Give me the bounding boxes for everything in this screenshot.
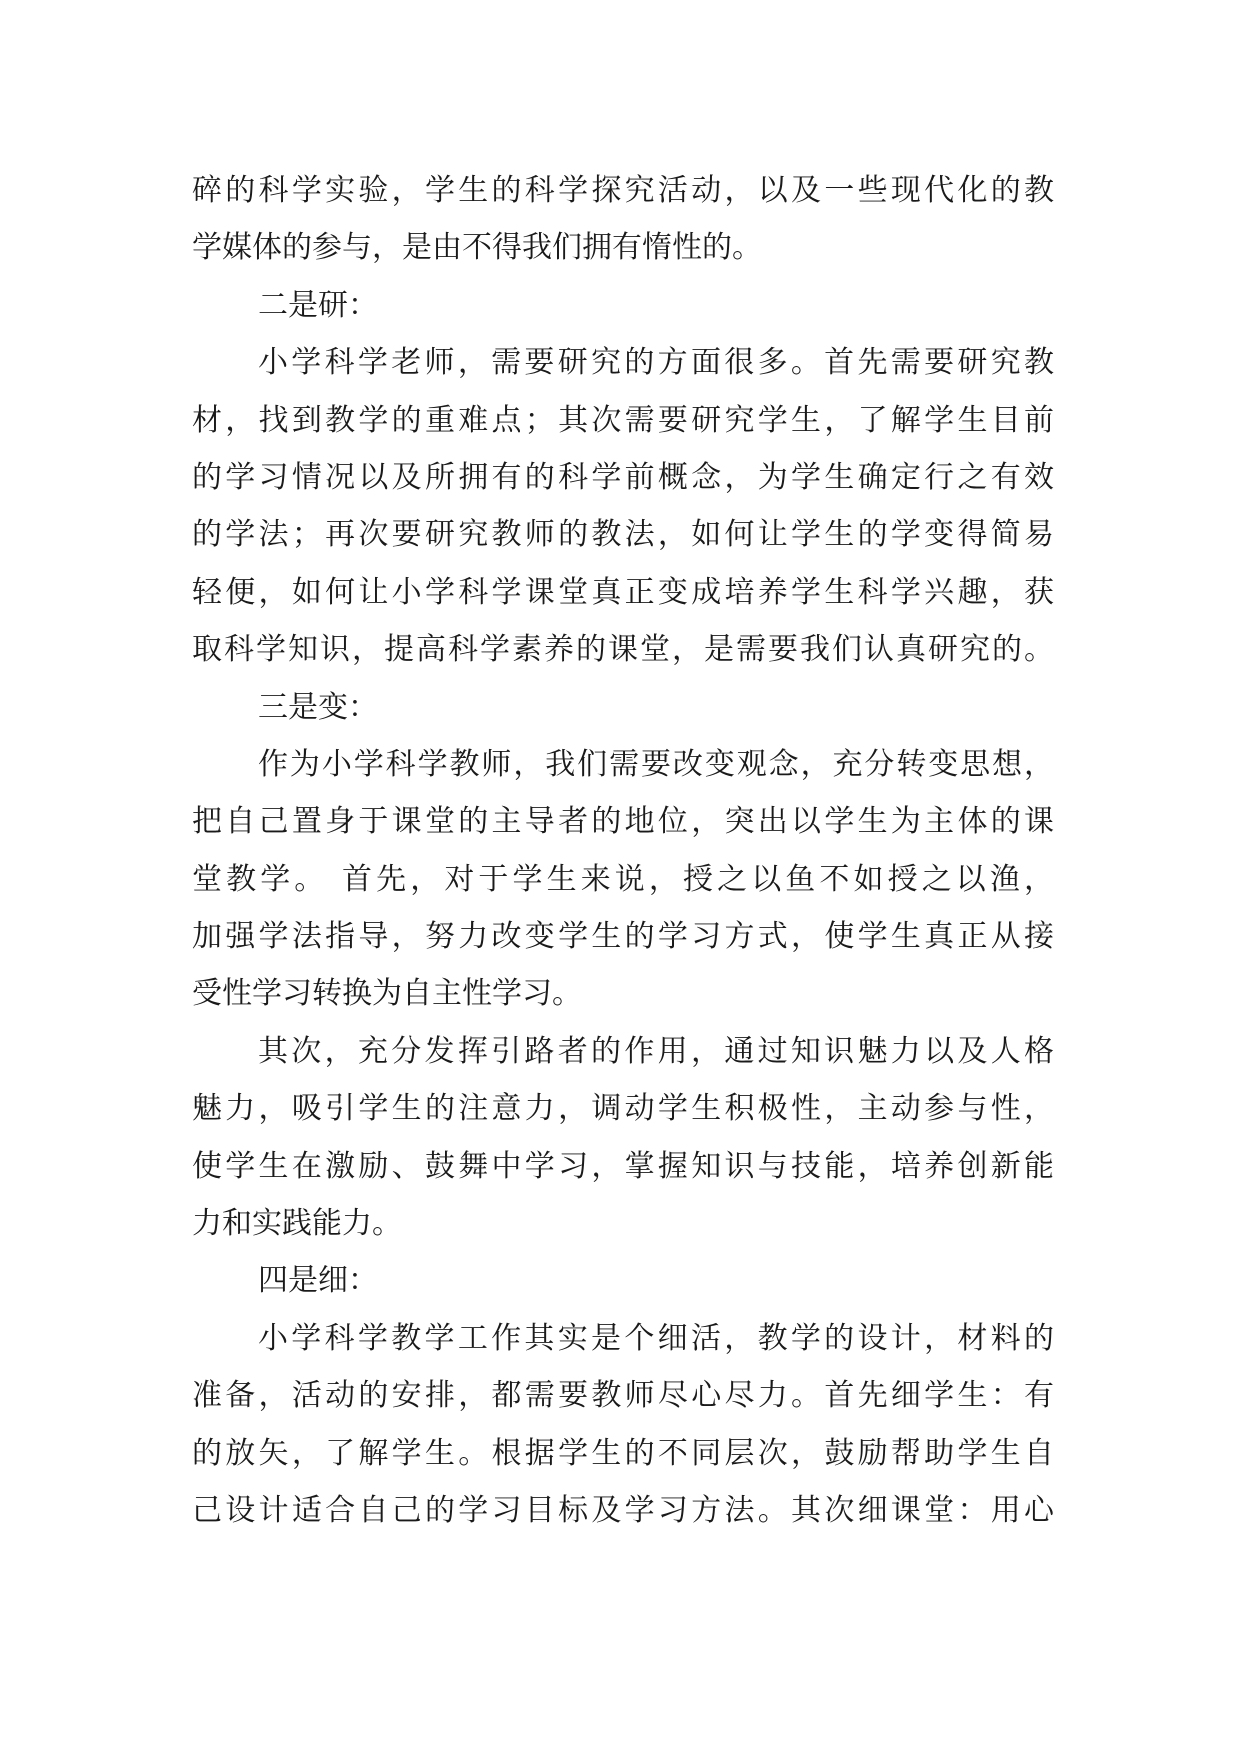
text-line: 的放矢，了解学生。根据学生的不同层次，鼓励帮助学生自 [192,1435,1054,1471]
text-line: 四是细： [258,1263,378,1299]
text-line: 材，找到教学的重难点；其次需要研究学生，了解学生目前 [192,402,1054,438]
text-line: 其次，充分发挥引路者的作用，通过知识魅力以及人格 [258,1033,1054,1069]
text-line: 受性学习转换为自主性学习。 [192,976,582,1012]
text-line: 轻便，如何让小学科学课堂真正变成培养学生科学兴趣，获 [192,574,1054,610]
text-line: 加强学法指导，努力改变学生的学习方式，使学生真正从接 [192,919,1054,955]
text-line: 小学科学老师，需要研究的方面很多。首先需要研究教 [258,345,1054,381]
text-line: 碎的科学实验，学生的科学探究活动，以及一些现代化的教 [192,173,1054,208]
text-line: 作为小学科学教师，我们需要改变观念，充分转变思想， [258,746,1054,782]
text-line: 力和实践能力。 [192,1206,402,1242]
text-line: 三是变： [258,689,378,725]
text-line: 学媒体的参与，是由不得我们拥有惰性的。 [192,230,762,266]
text-line: 小学科学教学工作其实是个细活，教学的设计，材料的 [258,1320,1054,1356]
text-line: 的学习情况以及所拥有的科学前概念，为学生确定行之有效 [192,459,1054,495]
text-line: 把自己置身于课堂的主导者的地位，突出以学生为主体的课 [192,804,1054,840]
text-line: 取科学知识，提高科学素养的课堂，是需要我们认真研究的。 [192,632,1054,668]
text-line: 的学法；再次要研究教师的教法，如何让学生的学变得简易 [192,517,1054,553]
text-line: 魅力，吸引学生的注意力，调动学生积极性，主动参与性， [192,1091,1054,1127]
text-line: 堂教学。 首先，对于学生来说，授之以鱼不如授之以渔， [192,861,1054,897]
text-line: 准备，活动的安排，都需要教师尽心尽力。首先细学生：有 [192,1378,1054,1414]
text-line: 使学生在激励、鼓舞中学习，掌握知识与技能，培养创新能 [192,1148,1054,1184]
text-line: 己设计适合自己的学习目标及学习方法。其次细课堂：用心 [192,1492,1054,1528]
text-line: 二是研： [258,287,378,323]
document-body [192,162,1054,1539]
